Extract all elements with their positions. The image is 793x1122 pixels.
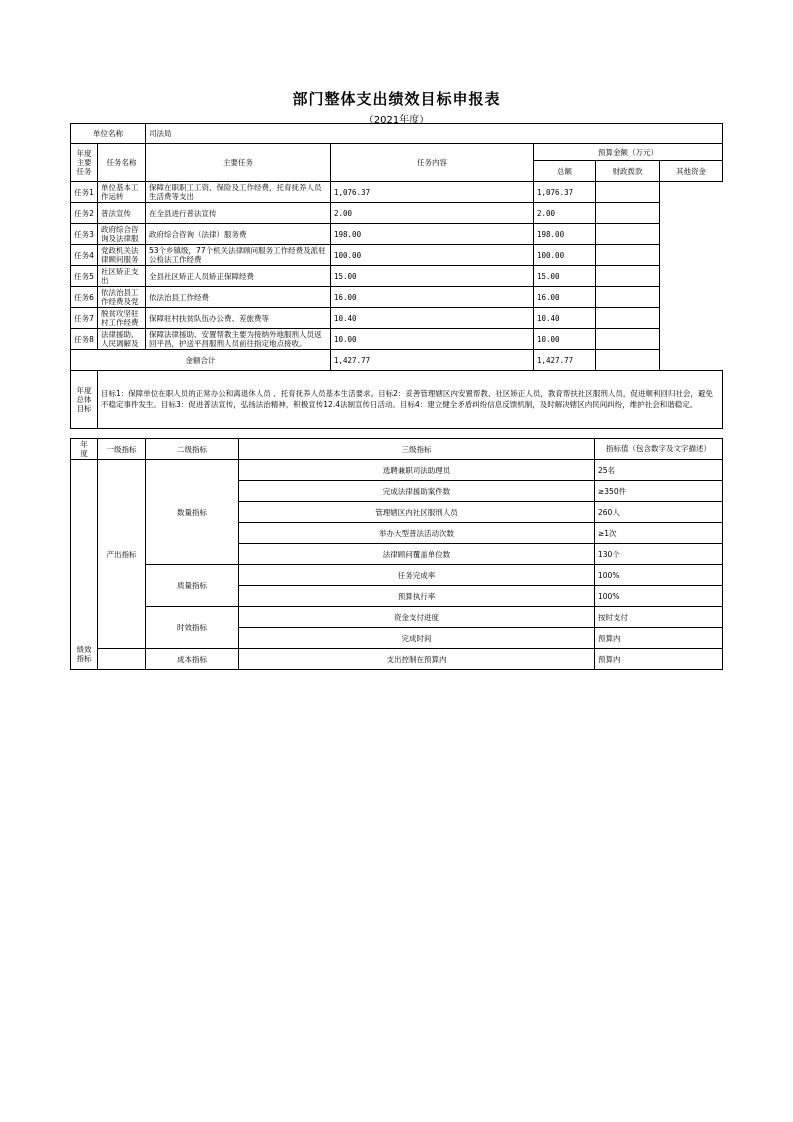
task-fiscal-cell: 2.00 (534, 203, 596, 224)
sum-total: 1,427.77 (331, 350, 534, 371)
task-other-cell (596, 182, 660, 203)
task-main-cell (98, 203, 146, 224)
page-title: 部门整体支出绩效目标申报表 (292, 90, 501, 108)
task-content-cell (146, 308, 331, 329)
task-other-cell (596, 287, 660, 308)
task-content-cell (146, 329, 331, 350)
header-l2: 二级指标 (146, 439, 239, 460)
l3-cell: 支出控制在预算内 (239, 649, 595, 670)
task-other-cell (596, 224, 660, 245)
header-main-task: 主要任务 (146, 144, 331, 182)
l3-cell: 法律顾问覆盖单位数 (239, 544, 595, 565)
value-cell: ≥1次 (595, 523, 723, 544)
l3-cell: 资金支付进度 (239, 607, 595, 628)
task-content-cell-text: 依法治县工作经费 (149, 292, 209, 302)
indicator-row (71, 565, 723, 586)
sum-other (596, 350, 660, 371)
task-content-cell-text: 保障驻村扶贫队伍办公费、差旅费等 (149, 313, 269, 323)
goal-text: 目标1：保障单位在职人员的正常办公和离退休人员 、托育抚养人员基本生活要求。目标2：妥善管理辖区内安置帮教、社区矫正人员，教育帮扶社区服刑人员，促进顺利回归社会，避免不稳定事件发生。目标3：促进普法宣传，弘扬法治精神，积极宣传12.4法制宣传日活动。目标4：建立健全矛盾纠纷信息反馈机制，及时解决辖区内民间纠纷，维护社会和谐稳定。 (98, 371, 723, 429)
task-main-cell (98, 245, 146, 266)
year-label: 年 度 (71, 439, 98, 460)
l1-blank (98, 649, 146, 670)
indicators-side-label: 绩效 指标 (71, 460, 98, 670)
task-row (71, 224, 723, 245)
header-l3: 三级指标 (239, 439, 595, 460)
task-row (71, 245, 723, 266)
task-main-cell-text: 法律援助、人民调解及 (101, 330, 139, 348)
task-other-cell (596, 266, 660, 287)
task-row (71, 182, 723, 203)
task-main-cell-text: 党政机关法律顾问服务 (101, 246, 139, 264)
sum-label: 金额合计 (71, 350, 331, 371)
l3-cell: 预算执行率 (239, 586, 595, 607)
header-total: 总额 (534, 161, 596, 182)
task-name-cell: 任务3 (71, 224, 98, 245)
task-content-cell-text: 53个乡镇级，77个机关法律顾问服务工作经费及派驻公检法工作经费 (149, 246, 326, 264)
value-cell: 预算内 (595, 649, 723, 670)
task-content-cell-text: 保障法律援助、安置帮教主要为接纳外地服刑人员返回平昌，护送平昌服刑人员前往指定地点接收。 (149, 330, 322, 348)
task-content-cell (146, 224, 331, 245)
task-name-cell: 任务8 (71, 329, 98, 350)
l3-cell: 选聘兼职司法助理员 (239, 460, 595, 481)
task-total-cell: 10.00 (331, 329, 534, 350)
task-row (71, 266, 723, 287)
indicator-row (71, 607, 723, 628)
value-cell: 按时支付 (595, 607, 723, 628)
header-l1: 一级指标 (98, 439, 146, 460)
header-task-name: 任务名称 (98, 144, 146, 182)
task-name-cell: 任务5 (71, 266, 98, 287)
task-fiscal-cell: 10.00 (534, 329, 596, 350)
value-cell: 260人 (595, 502, 723, 523)
task-main-cell-text: 政府综合咨询及法律服 (101, 225, 139, 243)
goal-label: 年度 总体 目标 (71, 371, 98, 429)
value-cell: 130个 (595, 544, 723, 565)
value-cell: 预算内 (595, 628, 723, 649)
indicator-table (70, 438, 723, 670)
task-total-cell: 100.00 (331, 245, 534, 266)
indicator-row (71, 649, 723, 670)
task-main-cell-text: 社区矫正支出 (101, 267, 139, 285)
header-fiscal: 财政拨款 (596, 161, 660, 182)
task-table (70, 123, 723, 429)
task-total-cell: 10.40 (331, 308, 534, 329)
header-task-content: 任务内容 (331, 144, 534, 182)
task-content-cell-text: 在全县进行普法宣传 (149, 208, 217, 218)
task-content-cell (146, 245, 331, 266)
value-cell: 25名 (595, 460, 723, 481)
l3-cell: 管理辖区内社区服刑人员 (239, 502, 595, 523)
task-fiscal-cell: 100.00 (534, 245, 596, 266)
task-total-cell: 16.00 (331, 287, 534, 308)
task-main-cell (98, 308, 146, 329)
task-name-cell: 任务1 (71, 182, 98, 203)
header-budget: 预算金额（万元） (534, 144, 723, 161)
task-main-cell (98, 329, 146, 350)
task-row (71, 308, 723, 329)
task-fiscal-cell: 16.00 (534, 287, 596, 308)
task-fiscal-cell: 15.00 (534, 266, 596, 287)
task-fiscal-cell: 198.00 (534, 224, 596, 245)
task-main-cell (98, 224, 146, 245)
task-other-cell (596, 245, 660, 266)
task-main-cell (98, 287, 146, 308)
value-cell: 100% (595, 565, 723, 586)
task-total-cell: 15.00 (331, 266, 534, 287)
task-main-cell-text: 单位基本工作运转 (101, 183, 139, 201)
task-row (71, 203, 723, 224)
l3-cell: 举办大型普法活动次数 (239, 523, 595, 544)
task-name-cell: 任务7 (71, 308, 98, 329)
task-total-cell: 1,076.37 (331, 182, 534, 203)
task-other-cell (596, 329, 660, 350)
page-subtitle: （2021年度） (363, 115, 430, 126)
task-fiscal-cell: 1,076.37 (534, 182, 596, 203)
task-other-cell (596, 308, 660, 329)
value-cell: ≥350件 (595, 481, 723, 502)
task-content-cell (146, 182, 331, 203)
l2-cell: 数量指标 (146, 460, 239, 565)
task-row (71, 329, 723, 350)
task-content-cell-text: 政府综合咨询（法律）服务费 (149, 229, 247, 239)
task-main-cell-text: 脱贫攻坚驻村工作经费 (101, 309, 139, 327)
l3-cell: 完成法律援助案件数 (239, 481, 595, 502)
l2-cell: 成本指标 (146, 649, 239, 670)
task-name-cell: 任务6 (71, 287, 98, 308)
task-main-cell-text: 普法宣传 (101, 208, 131, 218)
unit-label: 单位名称 (71, 124, 146, 144)
task-row (71, 287, 723, 308)
task-main-cell (98, 182, 146, 203)
l3-cell: 任务完成率 (239, 565, 595, 586)
indicator-row (71, 460, 723, 481)
task-main-cell-text: 依法治县工作经费及党 (101, 288, 139, 306)
task-name-cell: 任务4 (71, 245, 98, 266)
task-content-cell (146, 287, 331, 308)
l2-cell: 时效指标 (146, 607, 239, 649)
l2-cell: 质量指标 (146, 565, 239, 607)
header-value: 指标值（包含数字及文字描述） (595, 439, 723, 460)
l3-cell: 完成时间 (239, 628, 595, 649)
task-total-cell: 2.00 (331, 203, 534, 224)
task-content-cell-text: 全县社区矫正人员矫正保障经费 (149, 271, 254, 281)
header-other: 其他资金 (660, 161, 723, 182)
unit-value: 司法局 (146, 124, 723, 144)
tasks-side-label: 年度 主要 任务 (71, 144, 98, 182)
task-content-cell (146, 266, 331, 287)
task-name-cell: 任务2 (71, 203, 98, 224)
task-content-cell (146, 203, 331, 224)
l1-output: 产出指标 (98, 460, 146, 649)
task-total-cell: 198.00 (331, 224, 534, 245)
value-cell: 100% (595, 586, 723, 607)
task-other-cell (596, 203, 660, 224)
task-main-cell (98, 266, 146, 287)
task-content-cell-text: 保障在职职工工资、保险及工作经费，托育抚养人员生活费等支出 (149, 183, 322, 201)
sum-fiscal: 1,427.77 (534, 350, 596, 371)
task-fiscal-cell: 10.40 (534, 308, 596, 329)
